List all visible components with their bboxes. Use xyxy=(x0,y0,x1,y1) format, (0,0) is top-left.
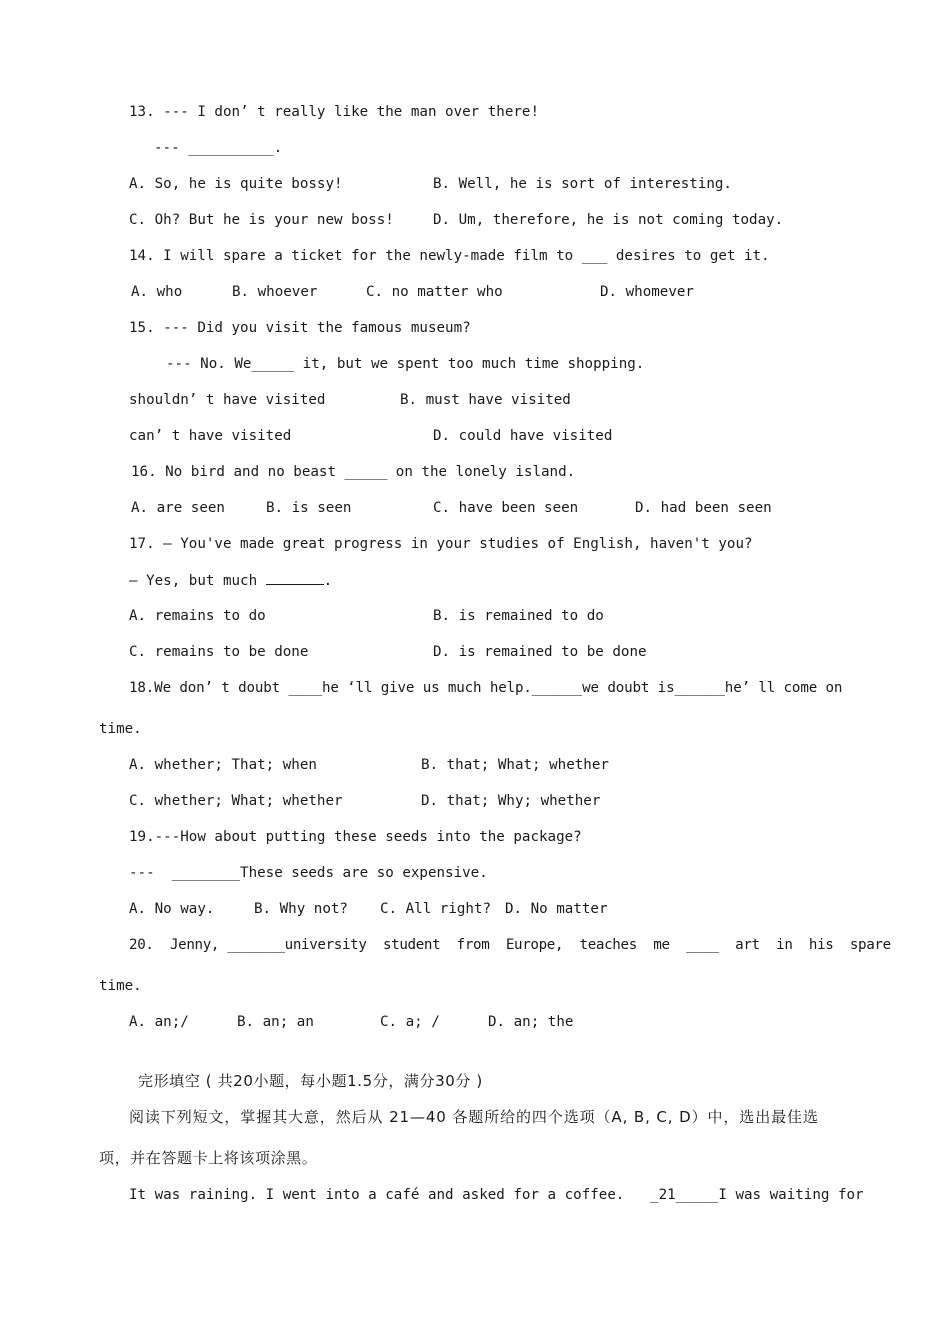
q17-answer-blank xyxy=(266,570,324,585)
q15-option-d: D. could have visited xyxy=(433,428,613,444)
q20-stem: 20. Jenny, _______university student from Europe, teaches me ____ art in his spare xyxy=(129,937,891,953)
q17-option-d: D. is remained to be done xyxy=(433,644,647,660)
cloze-passage-line xyxy=(129,1185,864,1205)
q19-option-d: D. No matter xyxy=(505,901,608,917)
q19-option-a: A. No way. xyxy=(129,901,215,917)
q14-option-a: A. who xyxy=(131,284,183,300)
q14-option-c: C. no matter who xyxy=(366,284,503,300)
q17-option-a: A. remains to do xyxy=(129,608,266,624)
q17-option-b: B. is remained to do xyxy=(433,608,604,624)
q13-option-d: D. Um, therefore, he is not coming today. xyxy=(433,212,784,228)
q17-reply-end: . xyxy=(323,573,333,589)
q18-option-a: A. whether; That; when xyxy=(129,757,317,773)
q18-stem-continued: time. xyxy=(99,721,142,737)
cloze-passage-text: It was raining. I went into a café and asked for a coffee. xyxy=(129,1187,651,1203)
q17-stem: 17. — You've made great progress in your studies of English, haven't you? xyxy=(129,536,753,552)
q18-stem: 18.We don’ t doubt ____he ‘ll give us much help.______we doubt is______he’ ll come on xyxy=(129,680,843,696)
q20-option-a: A. an;/ xyxy=(129,1014,189,1030)
q15-stem: 15. --- Did you visit the famous museum? xyxy=(129,320,471,336)
q20-option-b: B. an; an xyxy=(237,1014,314,1030)
q14-option-d: D. whomever xyxy=(600,284,694,300)
q19-option-c: C. All right? xyxy=(380,901,492,917)
q14-option-b: B. whoever xyxy=(232,284,318,300)
q15-reply: --- No. We_____ it, but we spent too much time shopping. xyxy=(166,356,645,372)
q16-option-b: B. is seen xyxy=(266,500,352,516)
q17-reply xyxy=(129,570,332,591)
q14-stem: 14. I will spare a ticket for the newly-made film to ___ desires to get it. xyxy=(129,248,770,264)
q13-option-c: C. Oh? But he is your new boss! xyxy=(129,212,394,228)
q16-option-c: C. have been seen xyxy=(433,500,579,516)
q19-stem: 19.---How about putting these seeds into the package? xyxy=(129,829,582,845)
cloze-blank-21: _21_____ xyxy=(650,1187,719,1203)
q20-option-d: D. an; the xyxy=(488,1014,574,1030)
cloze-heading: 完形填空 ( 共20小题，每小题1.5分，满分30分 ) xyxy=(138,1072,483,1090)
q19-reply: --- ________These seeds are so expensive. xyxy=(129,865,488,881)
q13-option-b: B. Well, he is sort of interesting. xyxy=(433,176,732,192)
q17-option-c: C. remains to be done xyxy=(129,644,309,660)
q18-option-d: D. that; Why; whether xyxy=(421,793,601,809)
cloze-instructions-line1: 阅读下列短文，掌握其大意，然后从 21—40 各题所给的四个选项（A, B, C, D）中，选出最佳选 xyxy=(129,1108,819,1126)
cloze-passage-continued: I was waiting for xyxy=(718,1187,864,1203)
q13-option-a: A. So, he is quite bossy! xyxy=(129,176,343,192)
q13-reply: --- __________. xyxy=(154,140,283,156)
q15-option-c: can’ t have visited xyxy=(129,428,292,444)
cloze-instructions-line2: 项，并在答题卡上将该项涂黑。 xyxy=(99,1149,318,1167)
q16-option-d: D. had been seen xyxy=(635,500,772,516)
q20-option-c: C. a; / xyxy=(380,1014,440,1030)
q19-option-b: B. Why not? xyxy=(254,901,348,917)
q13-stem: 13. --- I don’ t really like the man over there! xyxy=(129,104,539,120)
q15-option-a: shouldn’ t have visited xyxy=(129,392,326,408)
q16-stem: 16. No bird and no beast _____ on the lonely island. xyxy=(131,464,576,480)
q15-option-b: B. must have visited xyxy=(400,392,571,408)
q17-reply-text: — Yes, but much xyxy=(129,573,266,589)
q16-option-a: A. are seen xyxy=(131,500,225,516)
q20-stem-continued: time. xyxy=(99,978,142,994)
q18-option-c: C. whether; What; whether xyxy=(129,793,343,809)
q18-option-b: B. that; What; whether xyxy=(421,757,609,773)
